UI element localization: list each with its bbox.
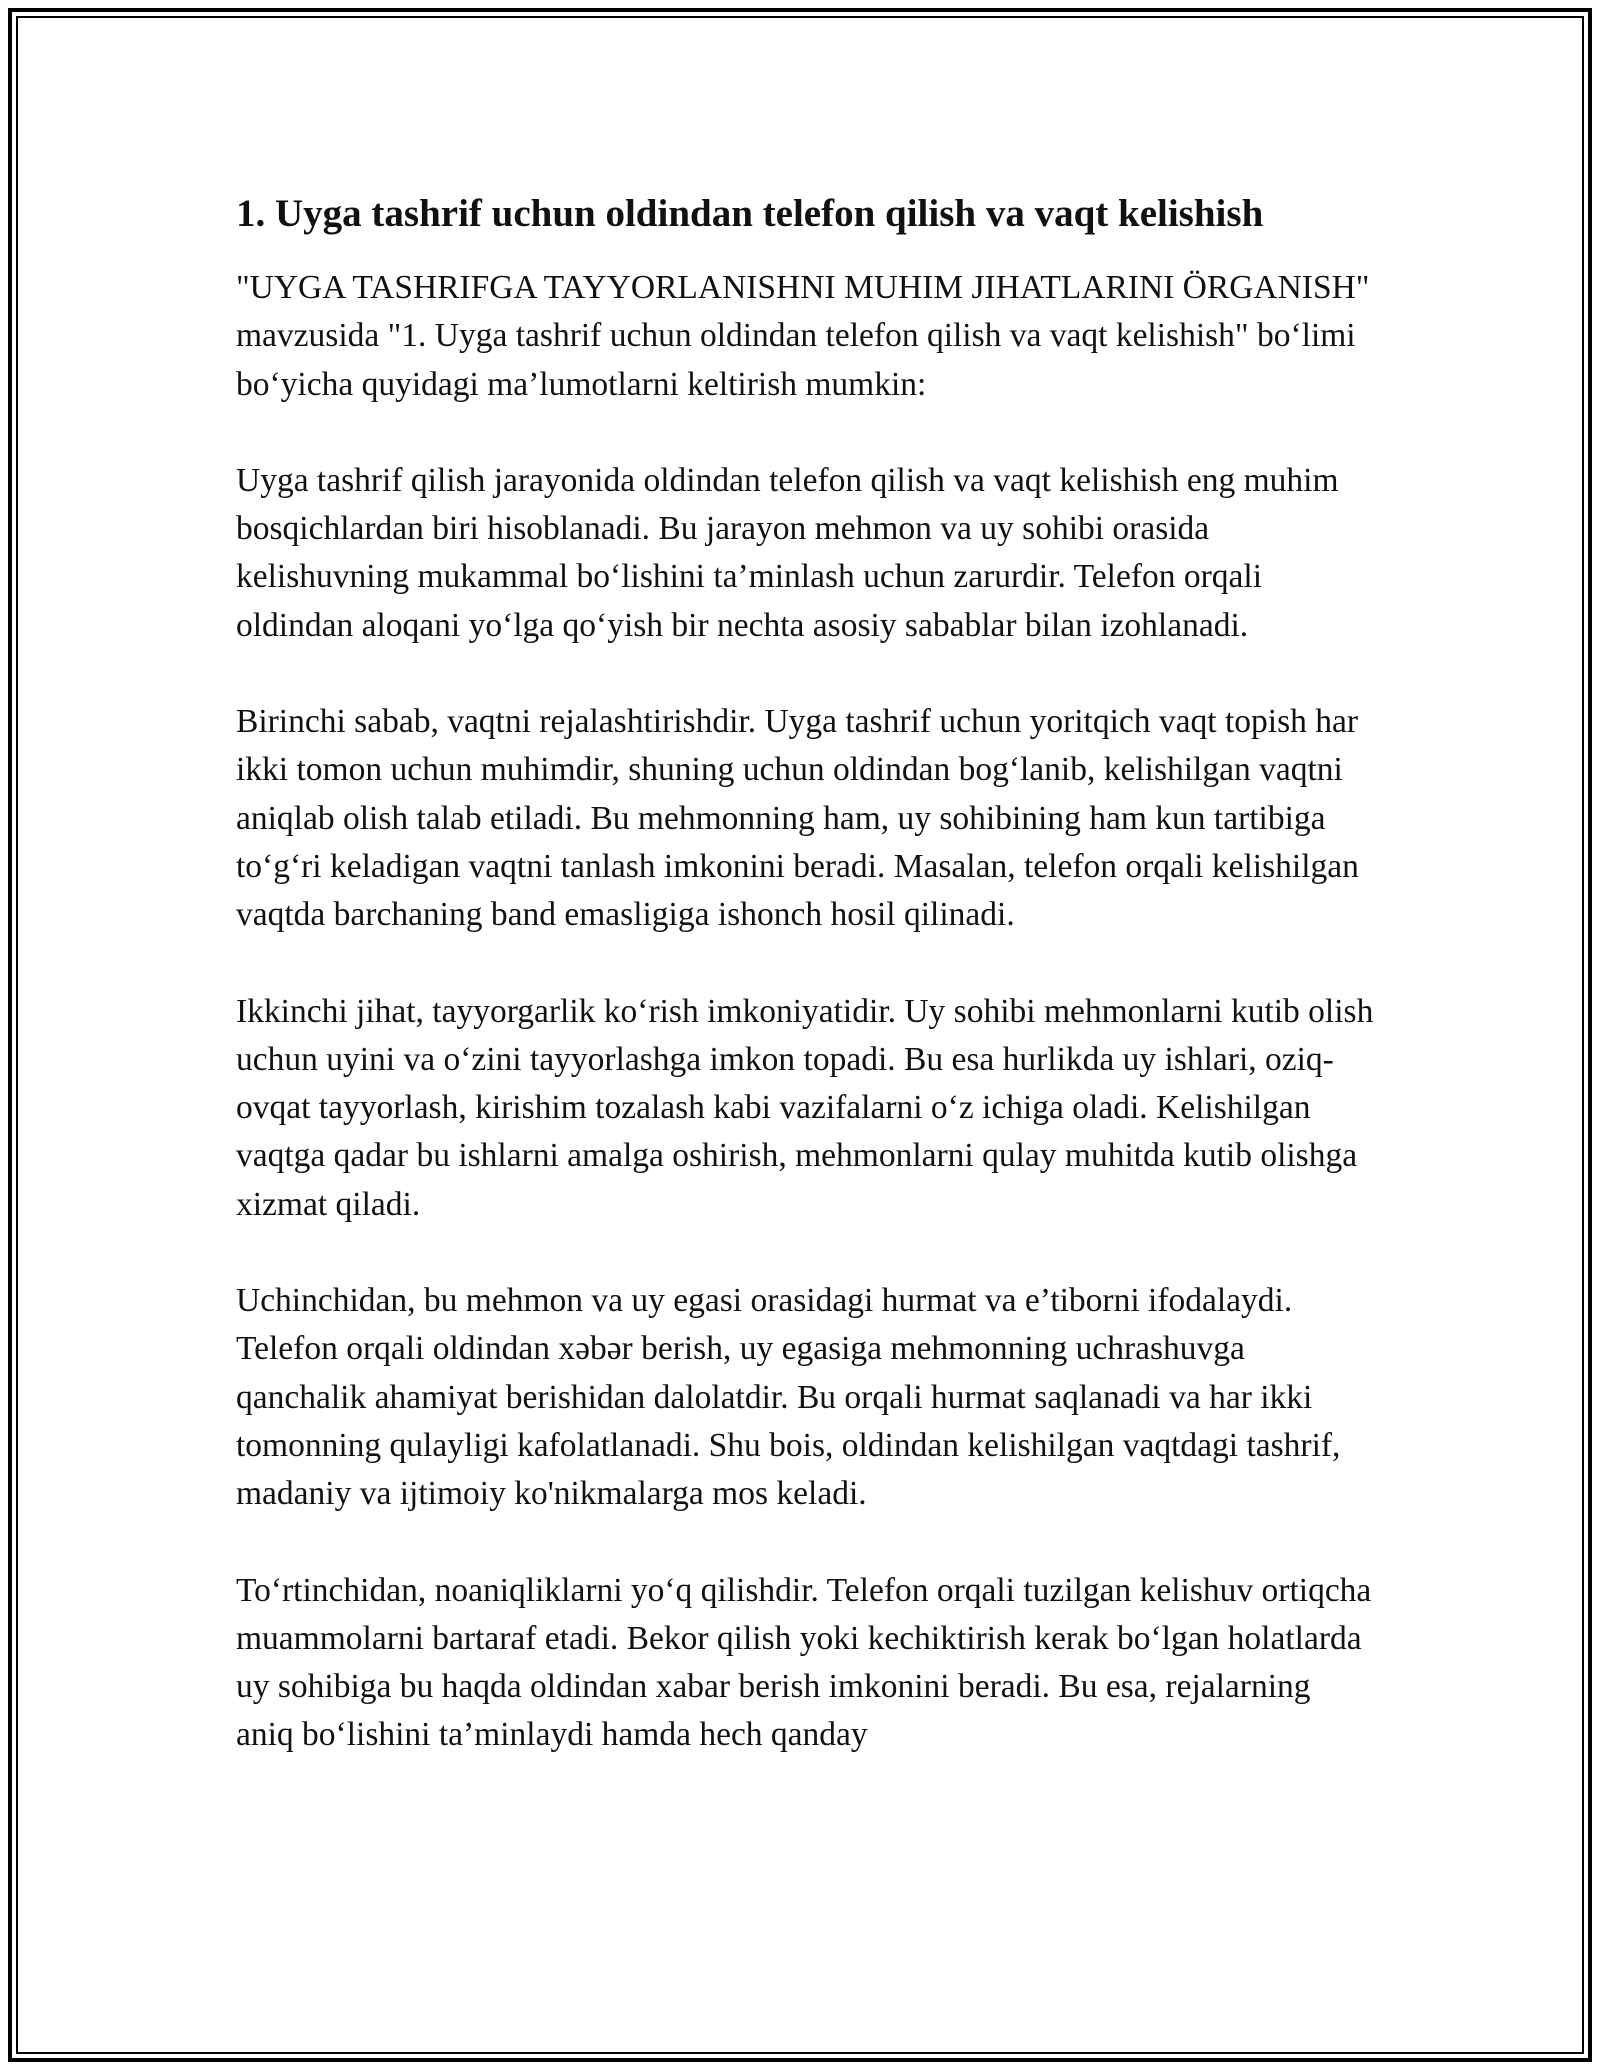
document-body xyxy=(236,186,1376,1808)
paragraph-fourth-reason: To‘rtinchidan, noaniqliklarni yo‘q qilishdir. Telefon orqali tuzilgan kelishuv ortiqcha muammolarni bartaraf etadi. Bekor qilish yoki kechiktirish kerak bo‘lgan holatlarda uy sohibiga bu haqda oldindan xabar berish imkonini beradi. Bu esa, rejalarning aniq bo‘lishini ta’minlaydi hamda hech qanday xyxy=(236,1571,1372,1754)
paragraph-first-reason: Birinchi sabab, vaqtni rejalashtirishdir. Uyga tashrif uchun yoritqich vaqt topish har ikki tomon uchun muhimdir, shuning uchun oldindan bog‘lanib, kelishilgan vaqtni aniqlab olish talab etiladi. Bu mehmonning ham, uy sohibining ham kun tartibiga to‘g‘ri keladigan vaqtni tanlash imkonini beradi. Masalan, telefon orqali kelishilgan vaqtda barchaning band emasligiga ishonch hosil qilinadi. xyxy=(236,703,1359,934)
section-heading: 1. Uyga tashrif uchun oldindan telefon qilish va vaqt kelishish xyxy=(236,192,1264,235)
paragraph-second-reason: Ikkinchi jihat, tayyorgarlik ko‘rish imkoniyatidir. Uy sohibi mehmonlarni kutib olish uchun uyini va o‘zini tayyorlashga imkon topadi. Bu esa hurlikda uy ishlari, oziq-ovqat tayyorlash, kirishim tozalash kabi vazifalarni o‘z ichiga oladi. Kelishilgan vaqtga qadar bu ishlarni amalga oshirish, mehmonlarni qulay muhitda kutib olishga xizmat qiladi. xyxy=(236,992,1374,1223)
paragraph-intro: "UYGA TASHRIFGA TAYYORLANISHNI MUHIM JIHATLARINI ÖRGANISH" mavzusida "1. Uyga tashrif uchun oldindan telefon qilish va vaqt kelishish" bo‘limi bo‘yicha quyidagi ma’lumotlarni keltirish mumkin: xyxy=(236,269,1370,403)
paragraph-overview: Uyga tashrif qilish jarayonida oldindan telefon qilish va vaqt kelishish eng muhim bosqichlardan biri hisoblanadi. Bu jarayon mehmon va uy sohibi orasida kelishuvning mukammal bo‘lishini ta’minlash uchun zarurdir. Telefon orqali oldindan aloqani yo‘lga qo‘yish bir nechta asosiy sabablar bilan izohlanadi. xyxy=(236,461,1339,644)
paragraph-third-reason: Uchinchidan, bu mehmon va uy egasi orasidagi hurmat va e’tiborni ifodalaydi. Telefon orqali oldindan xəbər berish, uy egasiga mehmonning uchrashuvga qanchalik ahamiyat berishidan dalolatdir. Bu orqali hurmat saqlanadi va har ikki tomonning qulayligi kafolatlanadi. Shu bois, oldindan kelishilgan vaqtdagi tashrif, madaniy va ijtimoiy ko'nikmalarga mos keladi. xyxy=(236,1282,1341,1513)
